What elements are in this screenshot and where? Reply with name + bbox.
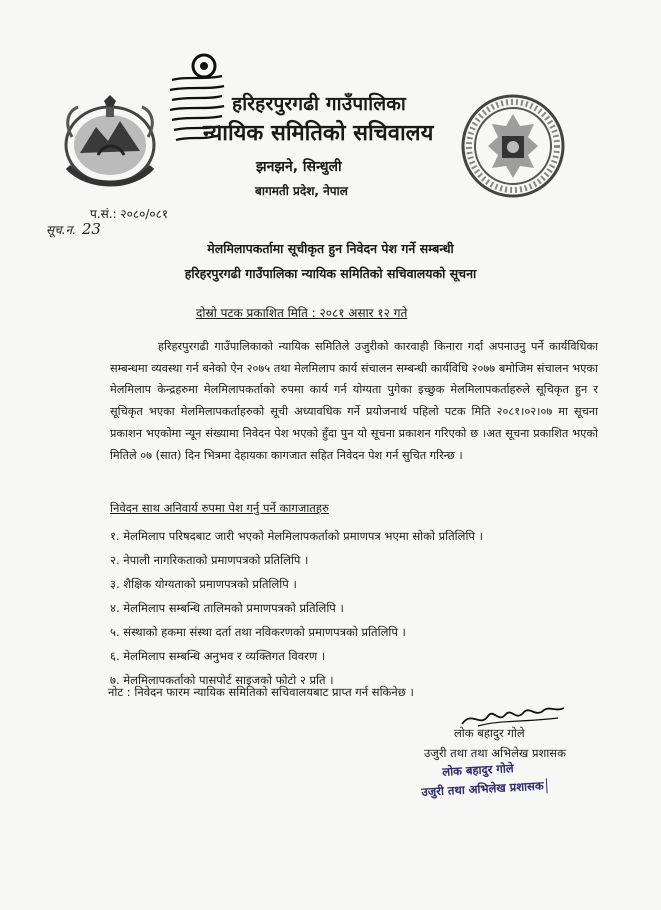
requirement-item: १. मेलमिलाप परिषदबाट जारी भएको मेलमिलापकर्ताको प्रमाणपत्र भएमा सोको प्रतिलिपि । (110, 529, 483, 543)
requirement-item: ७. मेलमिलापकर्ताको पासपोर्ट साइजको फोटो २ प्रति । (110, 673, 334, 687)
note-text: नोट : निवेदन फारम न्यायिक समितिको सचिवालयबाट प्राप्त गर्न सकिनेछ । (108, 685, 414, 699)
notice-number-label: सूच.न. (46, 223, 77, 237)
requirement-item: ५. संस्थाको हकमा संस्था दर्ता तथा नविकरणको प्रमाणपत्रको प्रतिलिपि । (110, 625, 406, 639)
notice-body: हरिहरपुरगढी गाउँपालिकाको न्यायिक समितिले उजुरीको कारवाही किनारा गर्दा अपनाउनु पर्ने कार्यविधिका सम्बन्धमा व्यवस्था गर्न बनेको ऐन २०७५ तथा मेलमिलाप कार्य संचालन सम्बन्धी कार्यविधि २०७७ बमोजिम संचालन भएका मेलमिलाप केन्द्रहरुमा मेलमिलापकर्ताको रुपमा कार्य गर्न योग्यता पुगेका इच्छुक मेलमिलापकर्ताहरुले सूचिकृत हुन र सूचिकृत भएका मेलमिलापकर्ताहरुको सूची अध्यावधिक गर्ने प्रयोजनार्थ पहिलो पटक मिति २०८१।०२।०७ मा सूचना प्रकाशन भएकोमा न्यून संख्यामा निवेदन पेश भएको हुँदा पुन यो सूचना प्रकाशन गरिएको छ ।अत सूचना प्रकाशित भएको मितिले ०७ (सात) दिन भित्रमा देहायका कागजात सहित निवेदन पेश गर्न सुचित गरिन्छ । (110, 340, 598, 462)
signatory-name: लोक बहादुर गोले (454, 726, 525, 740)
notice-number-value: 23 (81, 220, 101, 238)
municipality-name: हरिहरपुरगढी गाउँपालिका (232, 93, 406, 115)
requirement-item: ३. शैक्षिक योग्यताको प्रमाणपत्रको प्रतिलिपि । (110, 577, 297, 591)
requirement-item: २. नेपाली नागरिकताको प्रमाणपत्रको प्रतिलिपि । (110, 553, 309, 567)
requirement-item: ६. मेलमिलाप सम्बन्धि अनुभव र व्यक्तिगत विवरण । (110, 649, 326, 663)
requirements-heading: निवेदन साथ अनिवार्य रुपमा पेश गर्नु पर्ने कागजातहरु (110, 501, 329, 515)
requirements-list (110, 524, 483, 692)
office-location: झनझने, सिन्धुली (256, 159, 342, 175)
stamp-title: उजुरी तथा अभिलेख प्रशासक (421, 778, 548, 800)
municipality-seal-icon (458, 92, 568, 200)
province-name: बागमती प्रदेश, नेपाल (255, 184, 348, 198)
notice-number (46, 220, 101, 238)
notice-title-line2: हरिहरपुरगढी गाउँपालिका न्यायिक समितिको सचिवालयको सूचना (184, 266, 477, 281)
office-name: न्यायिक समितिको सचिवालय (203, 121, 434, 146)
stamp-name: लोक बहादुर गोले (441, 761, 514, 779)
publication-date: दोस्रो पटक प्रकाशित मिति : २०८१ असार १२ गते (196, 306, 408, 320)
nepal-emblem-icon (58, 93, 162, 191)
notice-title-line1: मेलमिलापकर्तामा सूचीकृत हुन निवेदन पेश गर्ने सम्बन्धी (207, 241, 454, 256)
official-stamp (420, 759, 548, 800)
requirement-item: ४. मेलमिलाप सम्बन्धि तालिमको प्रमाणपत्रको प्रतिलिपि । (110, 601, 344, 615)
signatory-title: उजुरी तथा तथा अभिलेख प्रशासक (424, 746, 566, 760)
letter-number: प.सं.: २०८०/०८१ (90, 207, 169, 221)
